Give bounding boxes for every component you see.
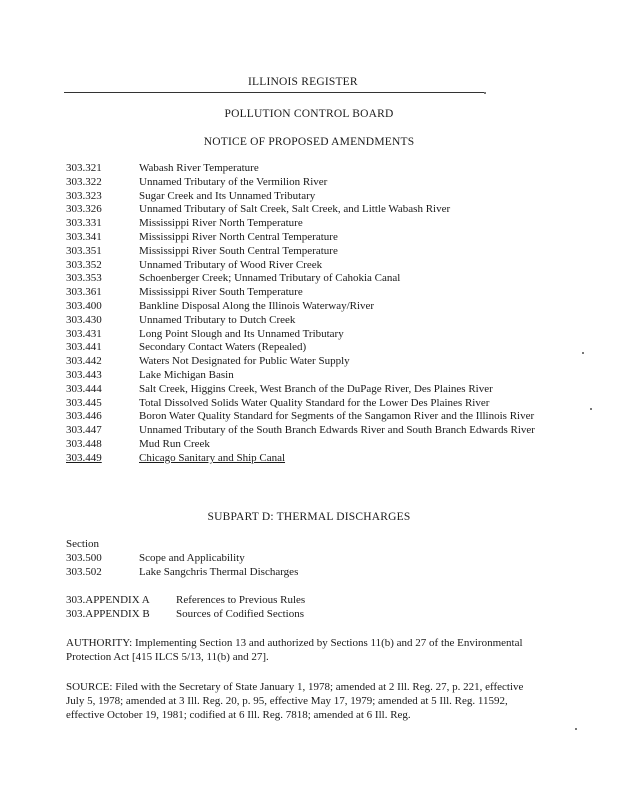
- authority-paragraph: AUTHORITY: Implementing Section 13 and authorized by Sections 11(b) and 27 of the Environmental Protection Act [415 ILCS 5/13, 11(b) and 27].: [66, 637, 523, 663]
- section-number: 303.445: [66, 396, 102, 409]
- notice-heading: NOTICE OF PROPOSED AMENDMENTS: [203, 136, 415, 148]
- section-title: Scope and Applicability: [139, 551, 245, 564]
- section-number: 303.341: [66, 230, 102, 243]
- appendix-list: [66, 594, 305, 622]
- section-number: 303.331: [66, 217, 102, 230]
- section-title: Mud Run Creek: [139, 437, 210, 450]
- section-title: Mississippi River South Temperature: [139, 286, 303, 299]
- section-number: 303.442: [66, 355, 102, 368]
- section-title: Wabash River Temperature: [139, 162, 259, 174]
- section-number: 303.449: [66, 451, 102, 464]
- section-row: [66, 300, 546, 314]
- section-row: [66, 410, 546, 424]
- appendix-label: 303.APPENDIX A: [66, 594, 150, 606]
- section-row: [66, 424, 546, 438]
- section-title: Total Dissolved Solids Water Quality Standard for the Lower Des Plaines River: [139, 396, 490, 409]
- scan-speck: [582, 352, 584, 354]
- section-row: [66, 190, 546, 204]
- section-number: 303.326: [66, 203, 102, 216]
- section-number: 303.500: [66, 551, 102, 564]
- section-title: Unnamed Tributary of Wood River Creek: [139, 258, 323, 271]
- section-row: [66, 286, 546, 300]
- section-row: [66, 341, 546, 355]
- scan-speck: [590, 408, 592, 410]
- section-list: [66, 162, 546, 466]
- section-title: Waters Not Designated for Public Water Supply: [139, 355, 350, 368]
- section-title: Mississippi River South Central Temperature: [139, 244, 338, 257]
- register-title: ILLINOIS REGISTER: [248, 76, 358, 88]
- section-row: [66, 328, 546, 342]
- appendix-item: [66, 608, 305, 622]
- section-number: 303.448: [66, 437, 102, 450]
- section-row: [66, 231, 546, 245]
- section-row: [66, 438, 546, 452]
- appendix-title: References to Previous Rules: [176, 594, 306, 606]
- section-title: Salt Creek, Higgins Creek, West Branch of the DuPage River, Des Plaines River: [139, 382, 493, 395]
- section-row: [66, 369, 546, 383]
- section-title: Secondary Contact Waters (Repealed): [139, 341, 307, 354]
- header-rule: [64, 92, 484, 93]
- section-number: 303.351: [66, 244, 102, 257]
- section-title: Unnamed Tributary to Dutch Creek: [139, 313, 296, 326]
- section-title: Unnamed Tributary of the South Branch Edwards River and South Branch Edwards River: [139, 424, 535, 437]
- appendix-title: Sources of Codified Sections: [176, 607, 305, 620]
- section-row: [66, 176, 546, 190]
- subpart-sections: [66, 538, 298, 579]
- section-row: [66, 452, 546, 466]
- section-row: [66, 203, 546, 217]
- section-number: 303.361: [66, 286, 102, 299]
- section-row: [66, 217, 546, 231]
- section-number: 303.323: [66, 189, 102, 202]
- section-number: 303.322: [66, 175, 102, 188]
- section-title: Lake Michigan Basin: [139, 368, 234, 381]
- section-number: 303.441: [66, 341, 102, 354]
- scan-speck: [484, 92, 486, 94]
- section-row: [66, 259, 546, 273]
- section-number: 303.444: [66, 382, 102, 395]
- scan-speck: [575, 728, 577, 730]
- section-row: [66, 272, 546, 286]
- appendix-label: 303.APPENDIX B: [66, 607, 150, 620]
- section-title: Boron Water Quality Standard for Segments of the Sangamon River and the Illinois River: [139, 410, 535, 423]
- section-title: Unnamed Tributary of the Vermilion River: [139, 175, 328, 188]
- section-title: Bankline Disposal Along the Illinois Waterway/River: [139, 299, 375, 312]
- section-row: [66, 314, 546, 328]
- section-number: 303.352: [66, 258, 102, 271]
- section-title: Schoenberger Creek; Unnamed Tributary of Cahokia Canal: [139, 272, 401, 285]
- section-row: [66, 162, 546, 176]
- section-number: 303.446: [66, 410, 102, 423]
- section-row: [66, 245, 546, 259]
- section-title: Mississippi River North Temperature: [139, 217, 303, 230]
- section-number: 303.502: [66, 565, 102, 578]
- subpart-heading: SUBPART D: THERMAL DISCHARGES: [207, 511, 411, 523]
- subpart-item: [66, 566, 298, 580]
- section-number: 303.321: [66, 162, 102, 174]
- section-row: [66, 355, 546, 369]
- section-label: Section: [66, 538, 99, 550]
- section-number: 303.400: [66, 299, 102, 312]
- section-number: 303.443: [66, 368, 102, 381]
- section-number: 303.353: [66, 272, 102, 285]
- section-number: 303.447: [66, 424, 102, 437]
- section-row: [66, 397, 546, 411]
- board-heading: POLLUTION CONTROL BOARD: [224, 108, 394, 120]
- section-number: 303.430: [66, 313, 102, 326]
- section-title: Lake Sangchris Thermal Discharges: [139, 565, 299, 578]
- section-title: Sugar Creek and Its Unnamed Tributary: [139, 189, 316, 202]
- appendix-item: [66, 594, 305, 608]
- subpart-item: [66, 552, 298, 566]
- section-row: [66, 383, 546, 397]
- section-number: 303.431: [66, 327, 102, 340]
- section-title: Long Point Slough and Its Unnamed Tributary: [139, 327, 344, 340]
- section-title: Chicago Sanitary and Ship Canal: [139, 451, 286, 464]
- section-title: Mississippi River North Central Temperature: [139, 230, 338, 243]
- source-paragraph: SOURCE: Filed with the Secretary of State January 1, 1978; amended at 2 Ill. Reg. 27, p. 221, effective July 5, 1978; amended at 3 Ill. Reg. 20, p. 95, effective May 17, 1979; amended at 5 Ill. Reg. 11592, effective October 19, 1981; codified at 6 Ill. Reg. 7818; amended at 6 Ill. Reg.: [66, 681, 524, 721]
- section-title: Unnamed Tributary of Salt Creek, Salt Creek, and Little Wabash River: [139, 203, 451, 216]
